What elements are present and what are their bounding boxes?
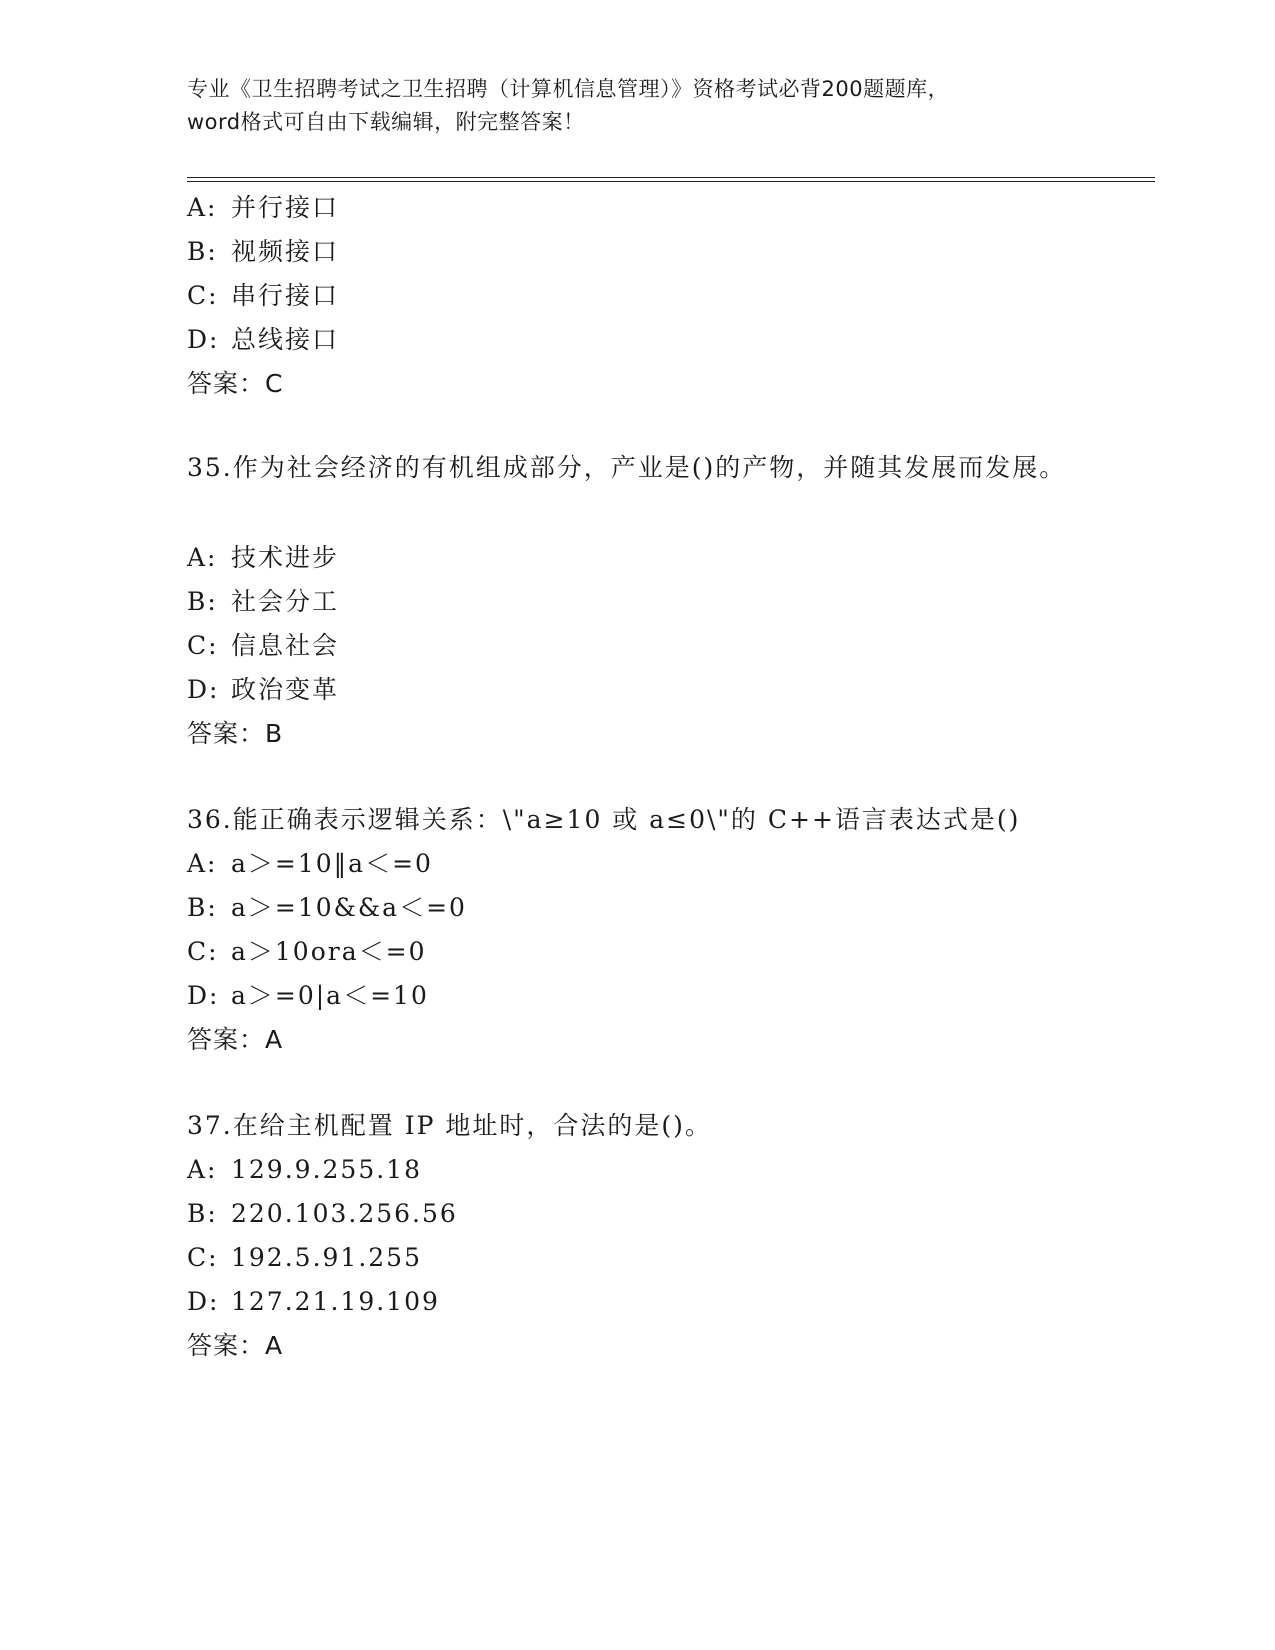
option-label: B:: [187, 1199, 218, 1228]
q37-option-a: [187, 1155, 422, 1185]
q35-option-d: [187, 675, 339, 705]
q35-option-b: [187, 587, 339, 617]
option-text: 技术进步: [231, 543, 340, 572]
option-text: 192.5.91.255: [231, 1243, 422, 1272]
option-text: a＞=0|a＜=10: [231, 981, 429, 1010]
q34-option-c: [187, 281, 339, 311]
q36-option-d: [187, 981, 429, 1011]
option-text: 并行接口: [231, 193, 340, 222]
option-label: C:: [187, 281, 219, 310]
option-label: C:: [187, 937, 219, 966]
option-text: a＞=10‖a＜=0: [231, 849, 433, 878]
option-label: A:: [187, 543, 218, 572]
document-header: [187, 73, 1087, 139]
option-label: C:: [187, 631, 219, 660]
option-text: 127.21.19.109: [231, 1287, 440, 1316]
option-label: D:: [187, 981, 220, 1010]
header-line-1: 专业《卫生招聘考试之卫生招聘（计算机信息管理）》资格考试必背200题题库，: [187, 77, 950, 101]
q37-option-d: [187, 1287, 440, 1317]
q36-answer: 答案：A: [187, 1025, 284, 1054]
option-text: 串行接口: [231, 281, 340, 310]
option-text: 视频接口: [231, 237, 340, 266]
header-divider-top: [187, 177, 1155, 178]
option-label: B:: [187, 893, 218, 922]
option-label: B:: [187, 587, 218, 616]
q34-option-d: [187, 325, 339, 355]
option-text: 政治变革: [231, 675, 340, 704]
q37-option-c: [187, 1243, 422, 1273]
option-text: 220.103.256.56: [231, 1199, 458, 1228]
q34-answer: 答案：C: [187, 369, 284, 398]
option-label: A:: [187, 1155, 218, 1184]
q35-stem: 35.作为社会经济的有机组成部分，产业是()的产物，并随其发展而发展。: [187, 453, 1067, 482]
option-label: C:: [187, 1243, 219, 1272]
option-text: a＞=10&&a＜=0: [231, 893, 467, 922]
option-label: B:: [187, 237, 218, 266]
option-label: A:: [187, 193, 218, 222]
q35-option-c: [187, 631, 339, 661]
q34-option-b: [187, 237, 339, 267]
option-label: D:: [187, 1287, 220, 1316]
option-label: D:: [187, 675, 220, 704]
option-text: 总线接口: [231, 325, 340, 354]
q37-stem: 37.在给主机配置 IP 地址时，合法的是()。: [187, 1111, 712, 1140]
q36-option-b: [187, 893, 467, 923]
q35-option-a: [187, 543, 339, 573]
q36-option-a: [187, 849, 433, 879]
q37-answer: 答案：A: [187, 1331, 284, 1360]
option-label: A:: [187, 849, 218, 878]
q34-option-a: [187, 193, 339, 223]
option-text: 129.9.255.18: [231, 1155, 422, 1184]
header-line-2: word格式可自由下载编辑，附完整答案！: [187, 110, 585, 134]
q36-stem: 36.能正确表示逻辑关系：\"a≥10 或 a≤0\"的 C++语言表达式是(): [187, 805, 1021, 834]
option-text: a＞10ora＜=0: [231, 937, 427, 966]
header-divider-bottom: [187, 181, 1155, 182]
q36-option-c: [187, 937, 426, 967]
option-text: 信息社会: [231, 631, 340, 660]
q37-option-b: [187, 1199, 458, 1229]
option-text: 社会分工: [231, 587, 340, 616]
q35-answer: 答案：B: [187, 719, 284, 748]
option-label: D:: [187, 325, 220, 354]
